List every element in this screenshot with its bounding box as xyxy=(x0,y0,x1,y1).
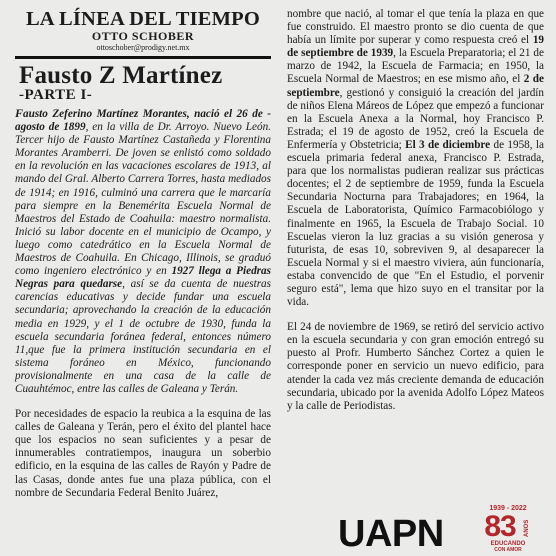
intro-text-end: , así se da cuenta de nuestras carencias educativas y decide fundar una escuela secundaria; aprovechando la creación de la educación media en 1929, y el 1 de octubre de 1930, funda la escuela secundaria foránea federal, entonces número 11,que fue la primera institución secundaria en el sistema foráneo en México, funcionando provisionalmente en una casa de la calle de Cuauhtémoc, entre las calles de Galeana y Terán. xyxy=(15,278,271,395)
intro-paragraph xyxy=(15,107,271,396)
badge-motto-line2: CON AMOR xyxy=(494,547,522,553)
masthead-divider xyxy=(15,56,271,59)
column-author: OTTO SCHOBER xyxy=(91,29,195,43)
column-title: LA LÍNEA DEL TIEMPO xyxy=(25,8,261,30)
badge-motto: EDUCANDO xyxy=(490,541,526,547)
lead-initial: F xyxy=(15,106,24,120)
intro-text: , en la villa de Dr. Arroyo. Nuevo León. Tercer hijo de Fausto Martínez Castañeda y Florentina Morantes Aramberri. De joven se enlistó como soldado en la revolución en las vacaciones escolares de 1913, al mando del Gral. Alberto Carrera Torres, hasta mediados de 1914; en 1916, culminó una carrera que le marcaría para siempre en la Benemérita Escuela Normal de Maestros del Estado de Coahuila: maestro normalista. Inició su labor docente en el municipio de Ocampo, y luego como catedrático en la Escuela Normal de Maestros de Coahuila. En Chicago, Illinois, se graduó como ingeniero electrónico y en xyxy=(15,121,271,278)
article-headline: Fausto Z Martínez xyxy=(19,62,223,89)
article-part-label: -PARTE I- xyxy=(19,87,93,103)
schools-text-d: de 1958, la escuela primaria federal anexa, Francisco P. Estrada, para que los normalistas pudieran realizar sus prácticas docentes; el 2 de septiembre de 1959, funda la Escuela Secundaria Nocturna para Trabajadores; en 1964, la Escuela de Laboratorista, Químico Farmacobiólogo y finalmente en 1965, la Escuela de Trabajo Social. 10 Escuelas vieron la luz gracias a su visión generosa y futurista, de esas 10, sobreviven 9, al desaparecer la Escuela Normal y si el maestro viviera, aún funcionaría, estaba convencido de que "En el Estudio, el porvenir seguro está", lema que hizo suyo en el transitar por la vida. xyxy=(287,138,544,309)
author-email: ottoschober@prodigy.net.mx xyxy=(96,43,190,52)
anniversary-badge xyxy=(470,503,546,553)
relocation-paragraph: Por necesidades de espacio la reubica a la esquina de las calles de Galeana y Terán, pero el éxito del plantel hace que los espacios no sean suficientes y a pesar de innumerables contratiempos, inaugura un soberbio edificio, en la esquina de las calles de Rayón y Padre de las Casas, donde antes fue una plaza pública, con el nombre de Secundaria Federal Benito Juárez, xyxy=(15,408,271,499)
schools-date-2: 2 de septiembre xyxy=(287,73,544,99)
right-column xyxy=(287,8,544,413)
schools-date-1: 19 de septiembre de 1939 xyxy=(287,34,544,60)
badge-years: 1939 - 2022 xyxy=(489,505,527,512)
schools-text-a: nombre que nació, al tomar el que tenía la plaza en que fue construido. El maestro pronto se dio cuenta de que había un límite por superar y como respuesta creó el xyxy=(287,8,544,47)
schools-text-c: , gestionó y consiguió la creación del jardín de niños Elena Máreos de López que empezó a funcionar en la Escuela Anexa a la Normal, hoy Francisco P. Estrada; el 19 de agosto de 1952, creó la Escuela de Enfermería y Obstetricia; xyxy=(287,86,544,151)
left-column xyxy=(15,8,271,500)
intro-bold-lead: austo Zeferino Martínez Morantes, nació el 26 de - agosto de 1899 xyxy=(15,108,271,134)
schools-paragraph xyxy=(287,8,544,309)
uapn-logo: UAPN xyxy=(338,513,444,555)
schools-date-3: El 3 de diciembre xyxy=(405,138,491,151)
badge-years-label: AÑOS xyxy=(524,519,530,537)
intro-bold-highlight: 1927 llega a Piedras Negras para quedarse xyxy=(15,265,271,291)
retirement-paragraph: El 24 de noviembre de 1969, se retiró del servicio activo en la escuela secundaria y con gran emoción entregó su puesto al Profr. Humberto Sánchez Cortez a quien le corresponde poner en servicio un nuevo edificio, para atender la cada vez más creciente demanda de educación secundaria, ubicado por la avenida Adolfo López Mateos y la calle de Periodistas. xyxy=(287,321,544,412)
badge-number: 83 xyxy=(484,510,516,543)
schools-text-b: , la Escuela Preparatoria; el 21 de marzo de 1942, la Escuela de Farmacia; en 1950, la Escuela Normal de Maestros; en ese mismo año, el xyxy=(287,47,544,86)
